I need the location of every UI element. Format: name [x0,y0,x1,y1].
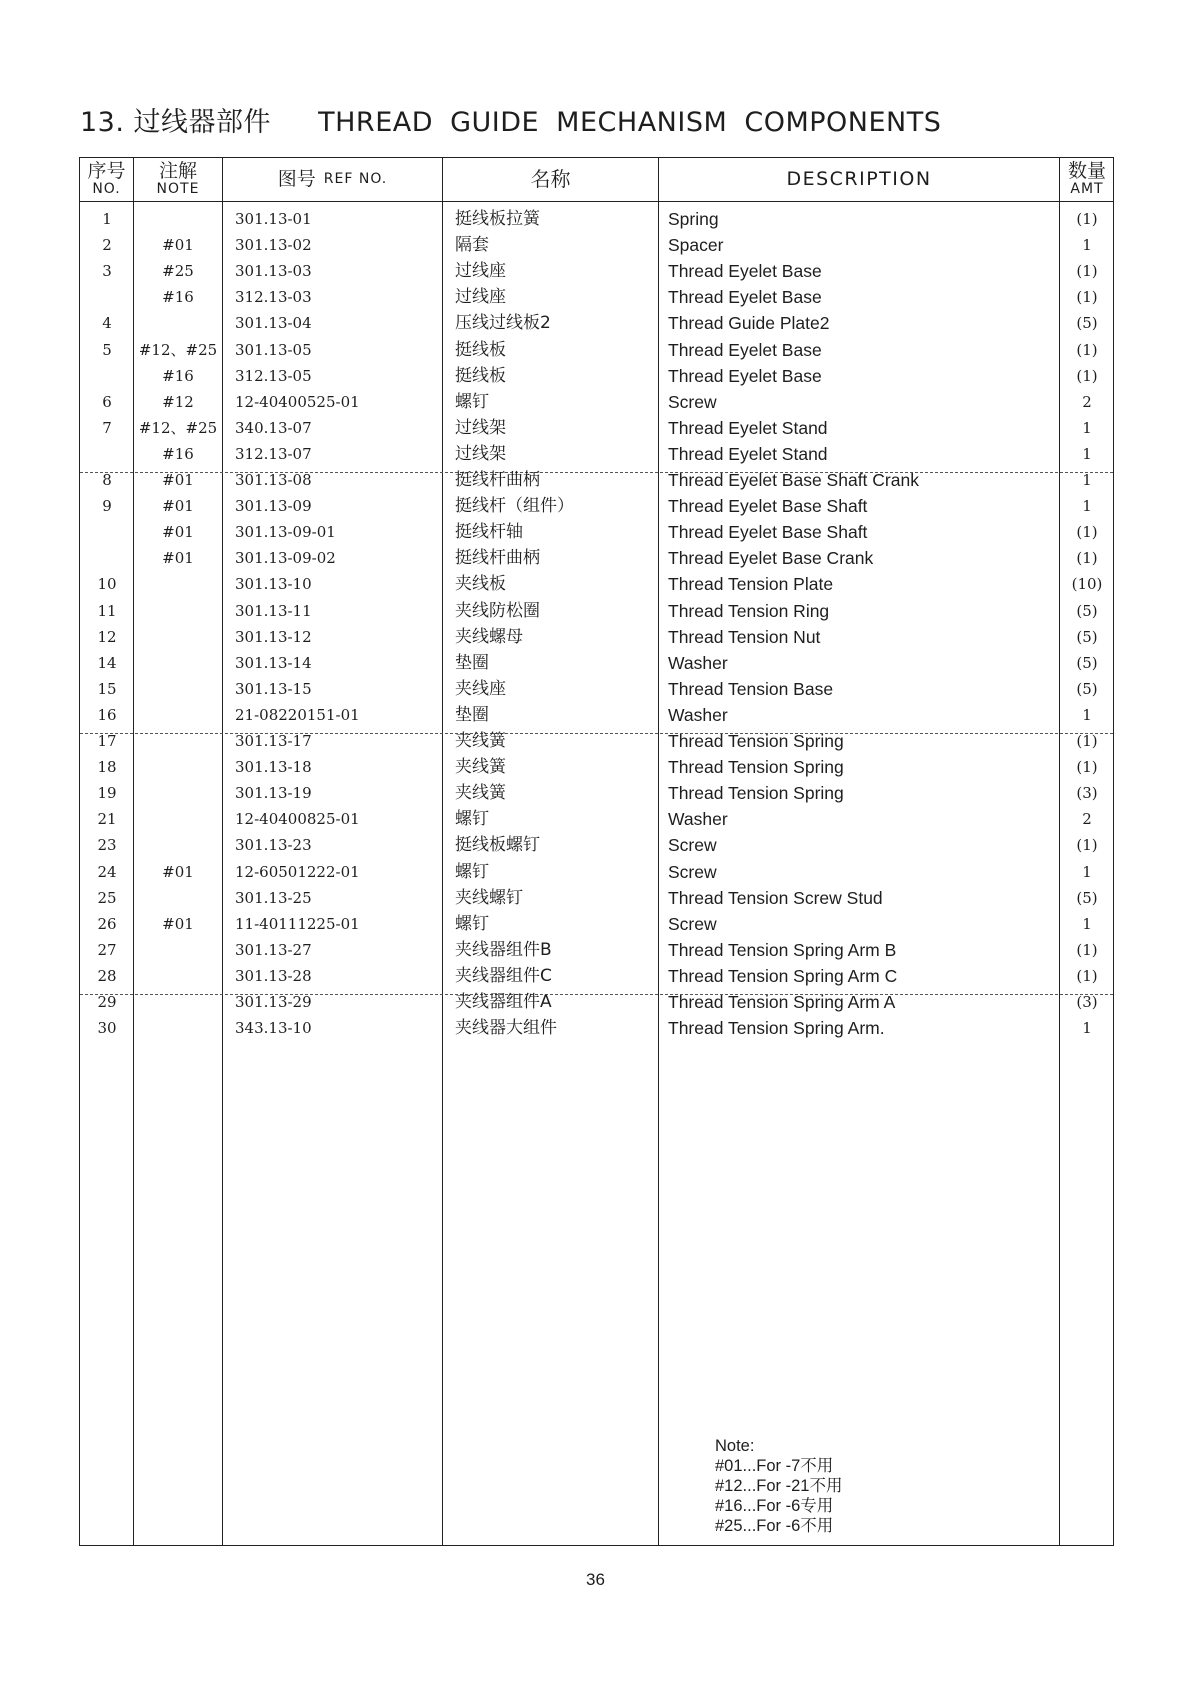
cell-description: Screw [668,835,717,856]
cell-note [134,571,222,597]
cell-amount: (1) [1076,366,1098,385]
cell-name-cn: 挺线板 [455,365,506,386]
cell-note: #12、#25 [138,340,218,359]
parts-table [79,157,1114,1546]
cell-no: 1 [102,210,112,228]
cell-ref-no: 12-40400825-01 [235,810,360,829]
cell-note: #16 [162,288,194,307]
cell-name-cn: 夹线簧 [455,757,506,778]
cell-no [80,284,134,310]
cell-ref-no: 301.13-28 [235,966,312,985]
cell-name-cn: 夹线簧 [455,783,506,804]
header-amt-en: AMT [1070,181,1104,198]
cell-amount: (5) [1076,601,1098,620]
cell-ref-no: 301.13-14 [235,653,312,672]
cell-amount: (1) [1076,340,1098,359]
cell-ref-no: 301.13-03 [235,262,312,281]
note-block [715,1436,842,1536]
header-no [80,158,133,201]
cell-no: 23 [97,836,117,855]
cell-no: 27 [97,940,117,959]
cell-name-cn: 夹线板 [455,574,506,595]
cell-description: Washer [668,704,728,725]
table-row [80,519,1113,545]
cell-description: Thread Tension Nut [668,626,821,647]
cell-amount: (3) [1076,784,1098,803]
cell-description: Thread Tension Screw Stud [668,887,883,908]
cell-ref-no: 301.13-09 [235,497,312,516]
cell-name-cn: 螺钉 [455,913,489,934]
table-row [80,832,1113,858]
cell-amount: (1) [1076,966,1098,985]
header-no-en: NO. [92,181,121,198]
cell-amount: (1) [1076,758,1098,777]
cell-description: Thread Eyelet Base Shaft Crank [668,470,919,490]
cell-description: Thread Tension Base [668,678,834,699]
cell-name-cn: 挺线板螺钉 [455,835,540,856]
cell-no: 10 [97,575,117,594]
cell-no: 28 [97,966,117,985]
cell-name-cn: 过线座 [455,261,506,282]
cell-name-cn: 夹线器组件A [455,992,552,1012]
cell-ref-no: 301.13-05 [235,340,312,359]
cell-note: #01 [162,523,194,542]
cell-ref-no: 343.13-10 [235,1019,312,1038]
header-amt-cn: 数量 [1067,160,1106,183]
table-row [80,441,1113,467]
cell-ref-no: 11-40111225-01 [235,914,360,933]
cell-no: 14 [97,653,117,672]
cell-name-cn: 过线座 [455,287,506,308]
cell-description: Spring [668,209,719,229]
cell-no: 6 [102,392,112,411]
cell-ref-no: 12-60501222-01 [235,862,360,881]
cell-note [134,963,222,989]
cell-ref-no: 301.13-11 [235,601,312,620]
table-row [80,467,1113,493]
cell-description: Thread Eyelet Base [668,261,822,282]
cell-no: 26 [97,914,117,933]
cell-note: #01 [162,549,194,568]
cell-note: #12、#25 [138,418,218,437]
table-row [80,206,1113,232]
cell-amount: 1 [1082,1019,1092,1038]
table-row [80,963,1113,989]
cell-ref-no: 301.13-02 [235,236,312,255]
cell-no: 2 [102,236,112,255]
cell-note: #16 [162,366,194,385]
cell-note [134,937,222,963]
cell-note [134,310,222,336]
header-divider [80,201,1113,202]
cell-ref-no: 301.13-25 [235,888,312,907]
table-row [80,363,1113,389]
cell-no: 24 [97,862,117,881]
cell-description: Screw [668,861,717,882]
cell-name-cn: 过线架 [455,417,506,438]
cell-ref-no: 301.13-09-01 [235,523,336,542]
cell-description: Thread Tension Spring [668,731,844,751]
cell-no: 17 [97,732,117,750]
cell-amount: 2 [1082,810,1092,829]
cell-name-cn: 夹线器大组件 [455,1018,557,1039]
cell-amount: (5) [1076,653,1098,672]
cell-name-cn: 螺钉 [455,861,489,882]
cell-description: Thread Tension Spring Arm A [668,992,896,1012]
cell-ref-no: 301.13-12 [235,627,312,646]
cell-amount: 1 [1082,914,1092,933]
cell-name-cn: 螺钉 [455,809,489,830]
cell-description: Thread Eyelet Base Shaft [668,496,868,517]
cell-note [134,702,222,728]
table-row [80,624,1113,650]
cell-no: 8 [102,471,112,489]
cell-no: 29 [97,993,117,1011]
cell-amount: (1) [1076,732,1098,750]
cell-amount: (1) [1076,836,1098,855]
table-row [80,232,1113,258]
cell-description: Thread Eyelet Base [668,365,822,386]
cell-name-cn: 夹线座 [455,678,506,699]
cell-amount: 1 [1082,236,1092,255]
cell-name-cn: 螺钉 [455,391,489,412]
section-title-en: THREAD GUIDE MECHANISM COMPONENTS [318,107,942,138]
cell-ref-no: 301.13-09-02 [235,549,336,568]
cell-no: 16 [97,705,117,724]
cell-description: Thread Eyelet Stand [668,443,828,464]
cell-note [134,989,222,1015]
cell-name-cn: 挺线杆曲柄 [455,470,540,490]
cell-no: 18 [97,758,117,777]
cell-no: 7 [102,418,112,437]
note-line: #01...For -7不用 [715,1457,834,1475]
cell-no: 4 [102,314,112,333]
cell-name-cn: 夹线防松圈 [455,600,540,621]
cell-ref-no: 301.13-27 [235,940,312,959]
cell-amount: (5) [1076,627,1098,646]
cell-amount: 1 [1082,862,1092,881]
cell-amount: 1 [1082,418,1092,437]
cell-note: #16 [162,444,194,463]
cell-note: #01 [162,862,194,881]
cell-ref-no: 21-08220151-01 [235,705,360,724]
cell-no: 11 [97,601,117,620]
header-ref-cn: 图号 [277,167,316,190]
table-row [80,258,1113,284]
cell-note: #01 [162,236,194,255]
cell-note [134,728,222,754]
table-row [80,571,1113,597]
cell-description: Thread Tension Spring Arm C [668,965,898,986]
section-title-cn: 过线器部件 [133,107,272,138]
cell-no: 25 [97,888,117,907]
cell-note [134,676,222,702]
header-description [659,158,1059,201]
table-row [80,337,1113,363]
cell-amount: (5) [1076,679,1098,698]
header-name [443,158,658,201]
cell-name-cn: 夹线螺钉 [455,887,523,908]
cell-amount: (1) [1076,940,1098,959]
cell-ref-no: 301.13-17 [235,732,312,750]
cell-amount: (5) [1076,888,1098,907]
cell-no: 5 [102,340,112,359]
table-row [80,885,1113,911]
header-name-cn: 名称 [530,167,571,191]
cell-amount: (1) [1076,549,1098,568]
cell-note: #01 [162,914,194,933]
table-row [80,937,1113,963]
table-row [80,389,1113,415]
cell-name-cn: 挺线杆轴 [455,522,523,543]
cell-amount: (10) [1071,575,1103,594]
cell-amount: (1) [1076,288,1098,307]
cell-ref-no: 301.13-10 [235,575,312,594]
header-note-cn: 注解 [158,160,197,183]
table-row [80,728,1113,754]
cell-note [134,780,222,806]
cell-note: #01 [162,497,194,516]
cell-note [134,624,222,650]
table-row [80,310,1113,336]
cell-note [134,1015,222,1041]
cell-note [134,650,222,676]
table-row [80,754,1113,780]
cell-amount: 2 [1082,392,1092,411]
cell-no: 3 [102,262,112,281]
cell-note: #01 [162,471,194,489]
cell-note: #12 [162,392,194,411]
cell-amount: 1 [1082,705,1092,724]
table-row [80,650,1113,676]
cell-name-cn: 压线过线板2 [455,313,551,334]
cell-ref-no: 301.13-08 [235,471,312,489]
cell-note [134,206,222,232]
table-row [80,989,1113,1015]
cell-no: 12 [97,627,117,646]
note-line: #25...For -6不用 [715,1517,834,1535]
note-line: #16...For -6专用 [715,1497,834,1515]
cell-no [80,441,134,467]
cell-name-cn: 挺线杆（组件） [455,496,574,517]
cell-ref-no: 301.13-29 [235,993,312,1011]
cell-amount: 1 [1082,444,1092,463]
cell-amount: 1 [1082,497,1092,516]
cell-description: Thread Eyelet Base [668,339,822,360]
cell-name-cn: 挺线杆曲柄 [455,548,540,569]
cell-ref-no: 301.13-01 [235,210,312,228]
cell-no: 30 [97,1019,117,1038]
cell-ref-no: 301.13-18 [235,758,312,777]
header-no-cn: 序号 [87,160,126,183]
cell-amount: (1) [1076,210,1098,228]
cell-description: Thread Guide Plate2 [668,313,830,334]
header-ref [223,158,442,201]
table-row [80,859,1113,885]
table-row [80,676,1113,702]
cell-name-cn: 挺线板 [455,339,506,360]
cell-description: Screw [668,391,717,412]
cell-description: Thread Eyelet Base Shaft [668,522,868,543]
cell-no: 9 [102,497,112,516]
cell-name-cn: 夹线簧 [455,731,506,751]
header-description-en: DESCRIPTION [786,167,932,190]
cell-name-cn: 夹线器组件B [455,939,552,960]
cell-note [134,885,222,911]
cell-no: 15 [97,679,117,698]
header-note [134,158,222,201]
section-number: 13. [80,107,125,138]
cell-note [134,754,222,780]
cell-amount: (1) [1076,523,1098,542]
cell-description: Washer [668,652,728,673]
table-row [80,545,1113,571]
cell-description: Thread Tension Spring [668,783,844,804]
cell-ref-no: 340.13-07 [235,418,312,437]
cell-amount: (1) [1076,262,1098,281]
cell-description: Thread Tension Ring [668,600,830,621]
cell-description: Thread Eyelet Base [668,287,822,308]
cell-no: 21 [97,810,117,829]
cell-no [80,363,134,389]
cell-amount: (5) [1076,314,1098,333]
cell-no: 19 [97,784,117,803]
cell-name-cn: 垫圈 [455,652,489,673]
table-row [80,911,1113,937]
cell-ref-no: 312.13-03 [235,288,312,307]
cell-ref-no: 12-40400525-01 [235,392,360,411]
note-heading: Note: [715,1437,755,1455]
header-note-en: NOTE [156,181,200,198]
table-row [80,415,1113,441]
cell-description: Screw [668,913,717,934]
header-amt [1060,158,1114,201]
cell-description: Thread Tension Spring Arm. [668,1018,885,1039]
cell-note: #25 [162,262,194,281]
cell-name-cn: 过线架 [455,443,506,464]
table-row [80,284,1113,310]
cell-no [80,519,134,545]
cell-description: Washer [668,809,728,830]
cell-name-cn: 挺线板拉簧 [455,209,540,229]
cell-description: Thread Eyelet Base Crank [668,548,874,569]
cell-note [134,806,222,832]
cell-description: Thread Tension Spring Arm B [668,939,897,960]
cell-description: Thread Tension Plate [668,574,834,595]
cell-ref-no: 312.13-05 [235,366,312,385]
table-row [80,598,1113,624]
cell-name-cn: 夹线器组件C [455,965,552,986]
page-title [80,100,941,139]
cell-amount: 1 [1082,471,1092,489]
table-row [80,702,1113,728]
cell-description: Thread Eyelet Stand [668,417,828,438]
cell-amount: (3) [1076,993,1098,1011]
cell-ref-no: 312.13-07 [235,444,312,463]
table-row [80,780,1113,806]
cell-ref-no: 301.13-04 [235,314,312,333]
table-row [80,493,1113,519]
table-row [80,1015,1113,1041]
page-number: 36 [586,1570,605,1589]
cell-description: Spacer [668,235,724,256]
cell-name-cn: 夹线螺母 [455,626,523,647]
table-row [80,806,1113,832]
cell-name-cn: 隔套 [455,235,489,256]
cell-note [134,598,222,624]
header-ref-en: REF NO. [323,171,388,188]
cell-description: Thread Tension Spring [668,757,844,778]
cell-no [80,545,134,571]
cell-ref-no: 301.13-19 [235,784,312,803]
cell-ref-no: 301.13-15 [235,679,312,698]
cell-note [134,832,222,858]
note-line: #12...For -21不用 [715,1477,843,1495]
cell-name-cn: 垫圈 [455,704,489,725]
cell-ref-no: 301.13-23 [235,836,312,855]
